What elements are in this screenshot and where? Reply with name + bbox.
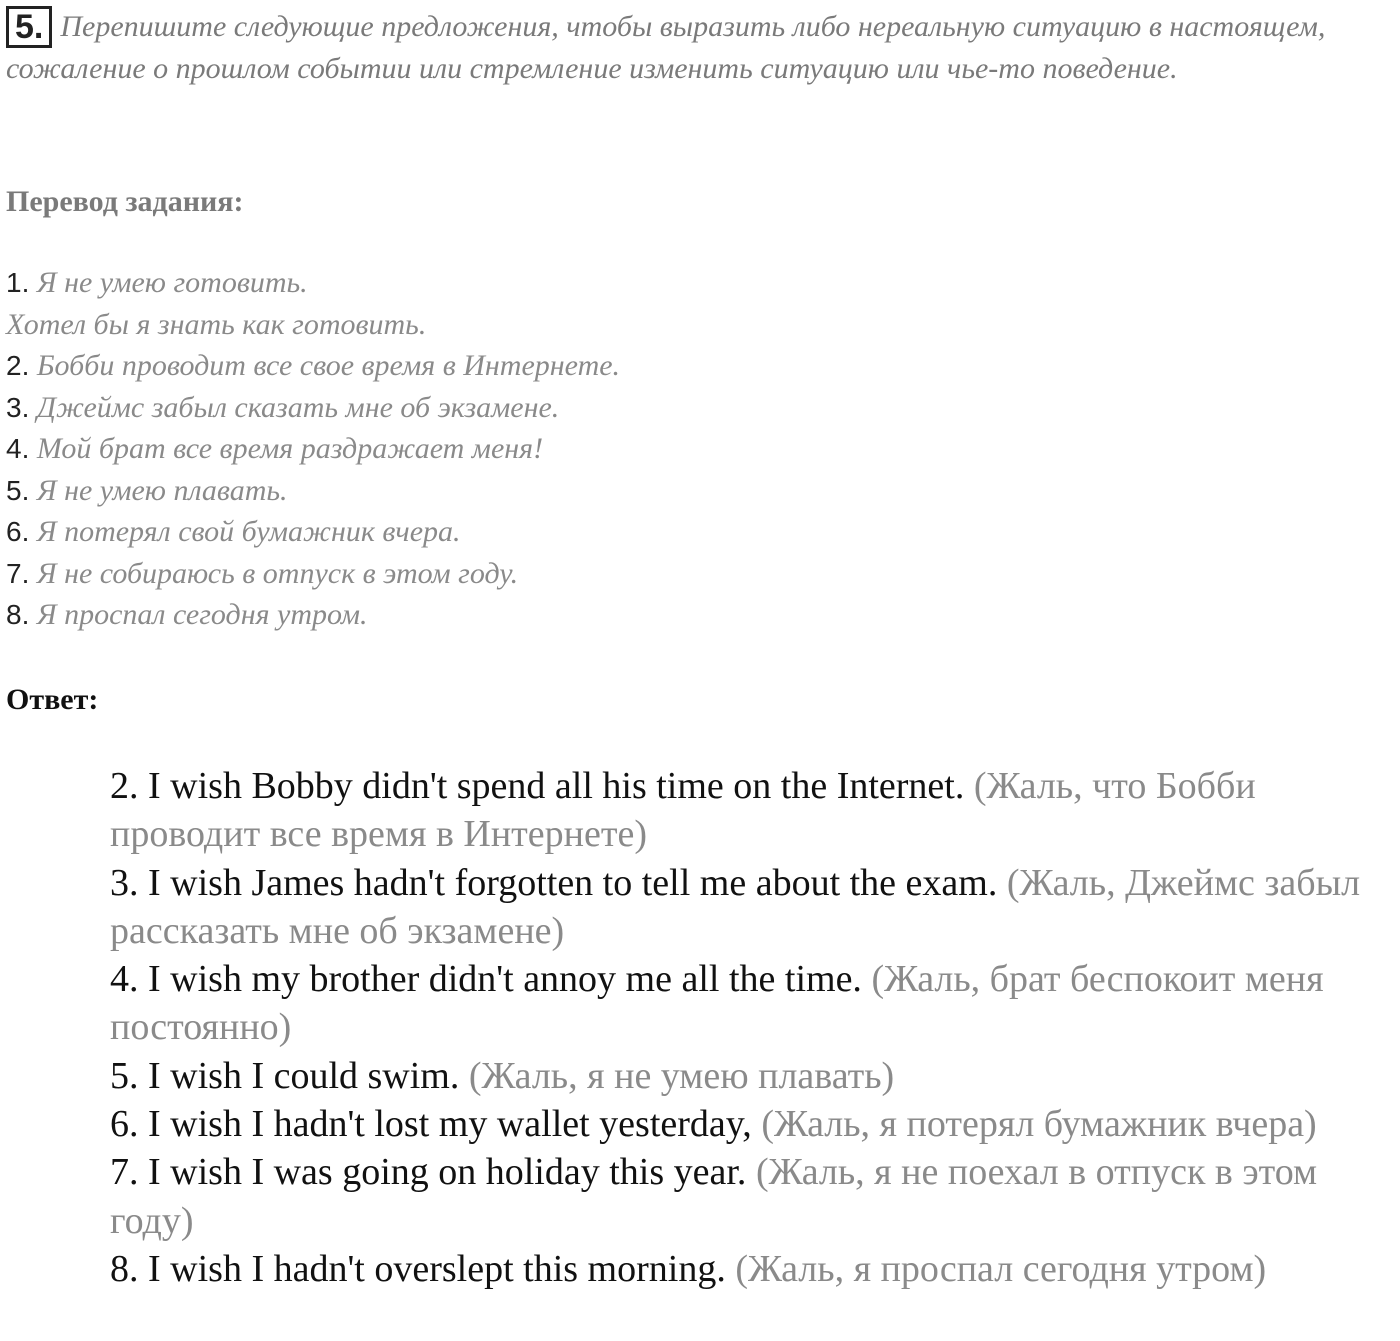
answer-sentence: 3. I wish James hadn't forgotten to tell me about the exam. (110, 861, 998, 904)
translation-item-number: 6. (6, 516, 30, 547)
answer-sentence: 7. I wish I was going on holiday this year. (110, 1151, 747, 1194)
answer-list (110, 762, 1390, 1293)
translation-item (6, 511, 620, 553)
translation-item (6, 553, 620, 595)
translation-item-number: 7. (6, 557, 30, 589)
answer-sentence: 8. I wish I hadn't overslept this morning. (110, 1247, 726, 1290)
answer-translation: (Жаль, я не поехал в отпуск в этом году) (110, 1151, 1318, 1242)
answer-item (110, 762, 1390, 859)
answer-item (110, 1100, 1390, 1148)
answer-item (110, 1052, 1390, 1100)
translation-item-number: 4. (6, 433, 30, 464)
translation-item-number: 1. (6, 267, 30, 298)
translation-item (6, 470, 620, 512)
translation-heading: Перевод задания: (6, 185, 244, 218)
translation-item-number: 2. (6, 350, 30, 381)
translation-item (6, 304, 620, 346)
translation-item (6, 345, 620, 387)
answer-sentence: 4. I wish my brother didn't annoy me all the time. (110, 958, 862, 1001)
translation-item-text: Я потерял свой бумажник вчера. (36, 515, 461, 548)
answer-item (110, 1245, 1390, 1293)
translation-item (6, 387, 620, 429)
translation-item-number: 3. (6, 391, 30, 423)
translation-item-number: 8. (6, 599, 30, 630)
translation-item-text: Мой брат все время раздражает меня! (36, 432, 544, 465)
answer-item (110, 1148, 1390, 1245)
answer-sentence: 6. I wish I hadn't lost my wallet yesterday, (110, 1103, 752, 1146)
task-number-badge: 5. (6, 6, 52, 48)
answer-item (110, 955, 1390, 1052)
translation-item-text: Я проспал сегодня утром. (36, 598, 368, 631)
translation-item-text: Джеймс забыл сказать мне об экзамене. (36, 390, 560, 424)
translation-item-text: Я не умею готовить. (36, 266, 308, 299)
translation-item-text: Бобби проводит все свое время в Интернете. (36, 349, 621, 382)
translation-item-text: Хотел бы я знать как готовить. (6, 307, 427, 341)
task-instruction (6, 6, 1396, 90)
answer-translation: (Жаль, брат беспокоит меня постоянно) (110, 958, 1324, 1049)
translation-item (6, 262, 620, 304)
answer-translation: (Жаль, я проспал сегодня утром) (735, 1247, 1267, 1290)
answer-translation: (Жаль, Джеймс забыл рассказать мне об экзамене) (110, 861, 1361, 952)
translation-item-number: 5. (6, 474, 30, 506)
answer-translation: (Жаль, я не умею плавать) (468, 1054, 895, 1097)
task-instruction-text: Перепишите следующие предложения, чтобы выразить либо нереальную ситуацию в настоящем, сожаление о прошлом событии или стремление изменить ситуацию или чье-то поведение. (6, 10, 1326, 85)
translation-list (6, 262, 620, 636)
translation-item (6, 594, 620, 636)
answer-item (110, 859, 1390, 956)
translation-item-text: Я не собираюсь в отпуск в этом году. (36, 556, 519, 590)
answer-translation: (Жаль, что Бобби проводит все время в Интернете) (110, 765, 1256, 856)
answer-sentence: 5. I wish I could swim. (110, 1054, 460, 1097)
answer-translation: (Жаль, я потерял бумажник вчера) (761, 1103, 1317, 1146)
answer-heading: Ответ: (6, 683, 99, 716)
answer-sentence: 2. I wish Bobby didn't spend all his time on the Internet. (110, 765, 965, 807)
translation-item (6, 428, 620, 470)
translation-item-text: Я не умею плавать. (36, 473, 288, 507)
